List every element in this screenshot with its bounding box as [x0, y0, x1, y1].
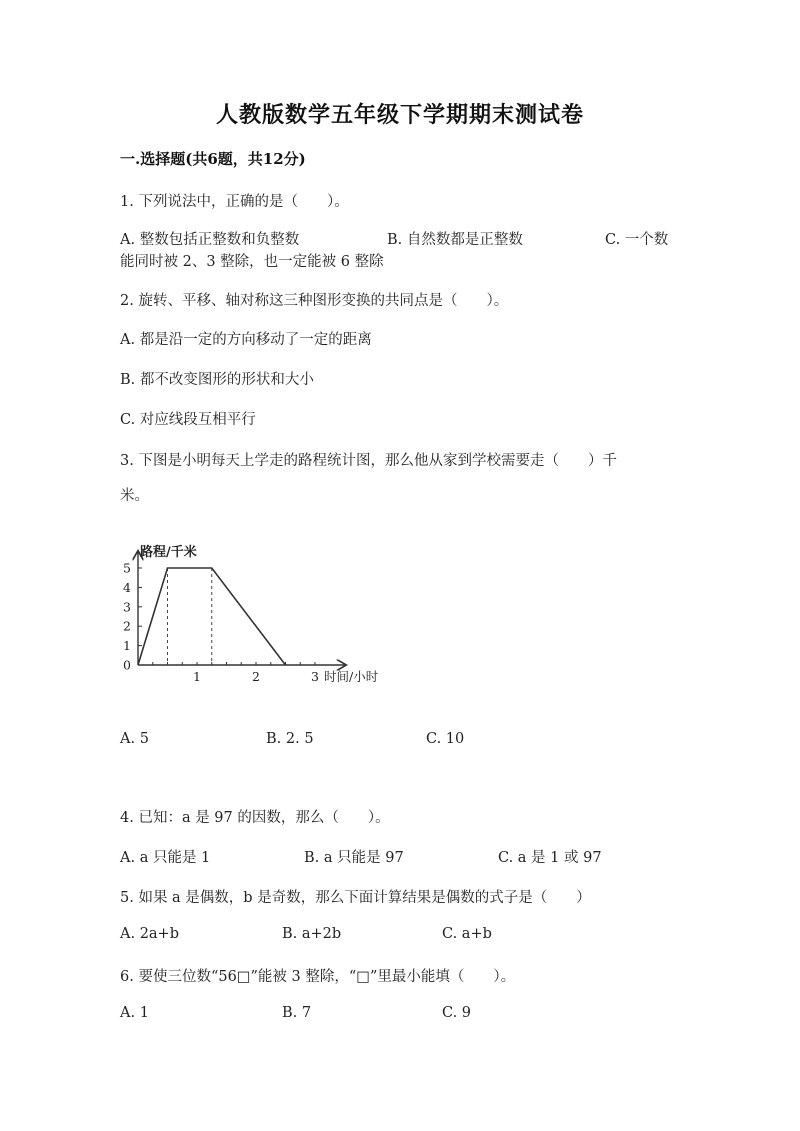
y-tick-label: 4 [123, 579, 131, 595]
question-5-option-a: A. 2a+b [120, 926, 179, 942]
question-3-option-c: C. 10 [426, 731, 465, 747]
question-3-stem-line-2: 米。 [120, 488, 149, 504]
y-tick-label: 0 [123, 657, 131, 673]
section-heading: 一.选择题(共6题，共12分) [120, 150, 306, 168]
y-axis-label: 路程/千米 [140, 545, 197, 560]
question-3-option-b: B. 2. 5 [266, 731, 314, 747]
question-1-option-b: B. 自然数都是正整数 [387, 232, 523, 248]
question-2-option-b: B. 都不改变图形的形状和大小 [120, 372, 314, 388]
y-tick-label: 2 [123, 618, 131, 634]
question-6-stem: 6. 要使三位数“56□”能被 3 整除，“□”里最小能填（ ）。 [120, 969, 516, 985]
x-axis-label: 时间/小时 [324, 669, 379, 684]
question-1-option-c: C. 一个数 [605, 232, 669, 248]
y-tick-label: 5 [123, 560, 131, 576]
question-6-option-c: C. 9 [442, 1005, 472, 1021]
question-3-stem-line-1: 3. 下图是小明每天上学走的路程统计图，那么他从家到学校需要走（ ）千 [120, 453, 617, 469]
x-tick-label: 1 [193, 669, 201, 684]
question-5-option-c: C. a+b [442, 926, 492, 942]
question-1-stem: 1. 下列说法中，正确的是（ ）。 [120, 194, 349, 210]
question-2-option-c: C. 对应线段互相平行 [120, 412, 256, 428]
y-tick-label: 3 [123, 599, 131, 615]
question-1-option-a: A. 整数包括正整数和负整数 [120, 232, 300, 248]
y-tick-label: 1 [123, 638, 131, 654]
question-5-stem: 5. 如果 a 是偶数，b 是奇数，那么下面计算结果是偶数的式子是（ ） [120, 890, 591, 906]
distance-time-chart [110, 535, 410, 695]
question-3-option-a: A. 5 [120, 731, 149, 747]
question-4-option-c: C. a 是 1 或 97 [498, 850, 602, 866]
question-5-option-b: B. a+2b [282, 926, 342, 942]
page-title: 人教版数学五年级下学期期末测试卷 [215, 102, 584, 128]
question-1-option-c-continuation: 能同时被 2、3 整除，也一定能被 6 整除 [120, 254, 384, 270]
x-tick-label: 3 [311, 669, 319, 684]
question-6-option-b: B. 7 [282, 1005, 312, 1021]
question-4-option-a: A. a 只能是 1 [120, 850, 211, 866]
question-2-option-a: A. 都是沿一定的方向移动了一定的距离 [120, 332, 372, 348]
question-4-option-b: B. a 只能是 97 [304, 850, 404, 866]
question-4-stem: 4. 已知：a 是 97 的因数，那么（ ）。 [120, 810, 390, 826]
question-6-option-a: A. 1 [120, 1005, 149, 1021]
question-2-stem: 2. 旋转、平移、轴对称这三种图形变换的共同点是（ ）。 [120, 293, 509, 309]
x-tick-label: 2 [252, 669, 260, 684]
